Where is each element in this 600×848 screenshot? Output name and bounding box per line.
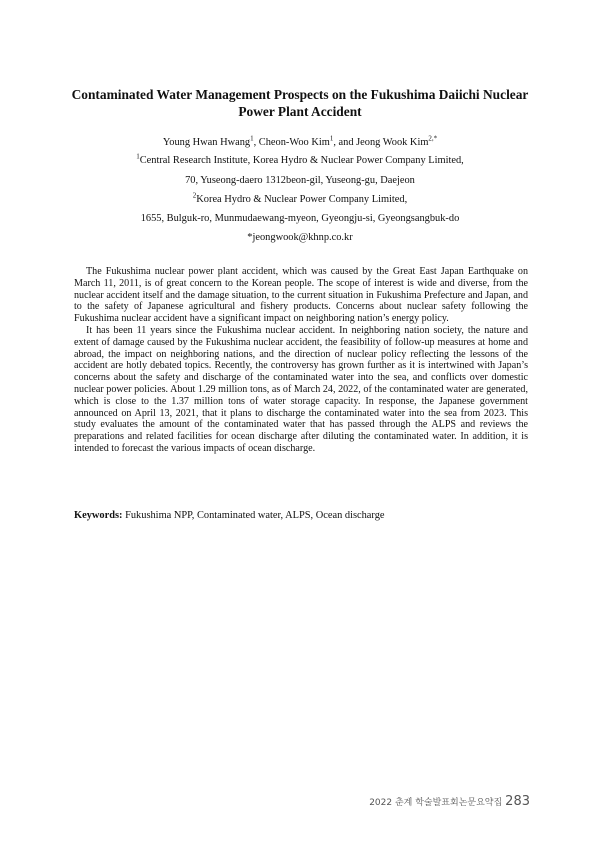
- affiliation-2-line-2: 1655, Bulguk-ro, Munmudaewang-myeon, Gyeongju-si, Gyeongsangbuk-do: [140, 213, 460, 224]
- author-name: Cheon-Woo Kim: [258, 137, 330, 148]
- affiliation-text: Central Research Institute, Korea Hydro & Nuclear Power Company Limited,: [139, 155, 464, 166]
- author-affiliation-mark: 2,: [428, 134, 434, 143]
- paper-title: Contaminated Water Management Prospects on the Fukushima Daiichi Nuclear Power Plant Accident: [71, 87, 529, 119]
- affiliation-2-line-1: [60, 191, 540, 206]
- author-name: Jeong Wook Kim: [356, 137, 429, 148]
- keywords: [74, 510, 528, 522]
- author-affiliation-mark: 1: [250, 134, 254, 143]
- keywords-text: Fukushima NPP, Contaminated water, ALPS, Ocean discharge: [122, 510, 385, 521]
- page-number: 283: [505, 794, 530, 809]
- page-footer: [369, 790, 530, 809]
- affiliation-mark: 1: [136, 152, 140, 161]
- keywords-label: Keywords:: [74, 510, 123, 521]
- author-separator: ,: [253, 137, 259, 148]
- author-affiliation-mark: 1: [329, 134, 334, 143]
- author-list: [60, 134, 540, 149]
- abstract-paragraph-1: The Fukushima nuclear power plant accident, which was caused by the Great East Japan Earthquake on March 11, 2011, is of great concern to the Korean people. The scope of interest is wide and diverse, from the nuclear accident itself and the damage situation, to the current situation in Fukushima Prefecture and Japan, and to the safety of Japanese agricultural and fishery products. Concerns about nuclear safety following the Fukushima nuclear accident have a significant impact on neighboring nation’s energy policy.: [74, 266, 528, 325]
- author-separator: , and: [333, 137, 357, 148]
- affiliation-1-line-1: [60, 152, 540, 167]
- abstract: [74, 266, 528, 455]
- affiliation-1-line-2: 70, Yuseong-daero 1312beon-gil, Yuseong-gu, Daejeon: [185, 175, 415, 186]
- corresponding-author-mark: *: [433, 134, 438, 143]
- affiliation-text: Korea Hydro & Nuclear Power Company Limited,: [196, 194, 408, 205]
- author-name: Young Hwan Hwang: [162, 137, 251, 148]
- abstract-paragraph-2: It has been 11 years since the Fukushima nuclear accident. In neighboring nation society, the nature and extent of damage caused by the Fukushima nuclear accident, the feasibility of follow-up measures at home and abroad, the impact on neighboring nations, and the direction of nuclear policy reflecting the lessons of the accident are hotly debated topics. Recently, the controversy has grown further as it is intertwined with Japan’s concerns about the safety and discharge of the contaminated water into the sea, and conflicts over domestic nuclear power policies. About 1.29 million tons, as of March 24, 2022, of the contaminated water are generated, which is close to the 1.37 million tons of water storage capacity. In response, the Japanese government announced on April 13, 2021, that it plans to discharge the contaminated water into the sea from 2023. This study evaluates the amount of the contaminated water that has passed through the ALPS and reviews the preparations and related facilities for ocean discharge after diluting the contaminated water. In addition, it is intended to forecast the various impacts of ocean discharge.: [74, 324, 528, 454]
- corresponding-email: *jeongwook@khnp.co.kr: [247, 232, 353, 243]
- proceedings-name: 2022 춘계 학술발표회논문요약집: [369, 798, 503, 808]
- affiliation-mark: 2: [192, 191, 197, 200]
